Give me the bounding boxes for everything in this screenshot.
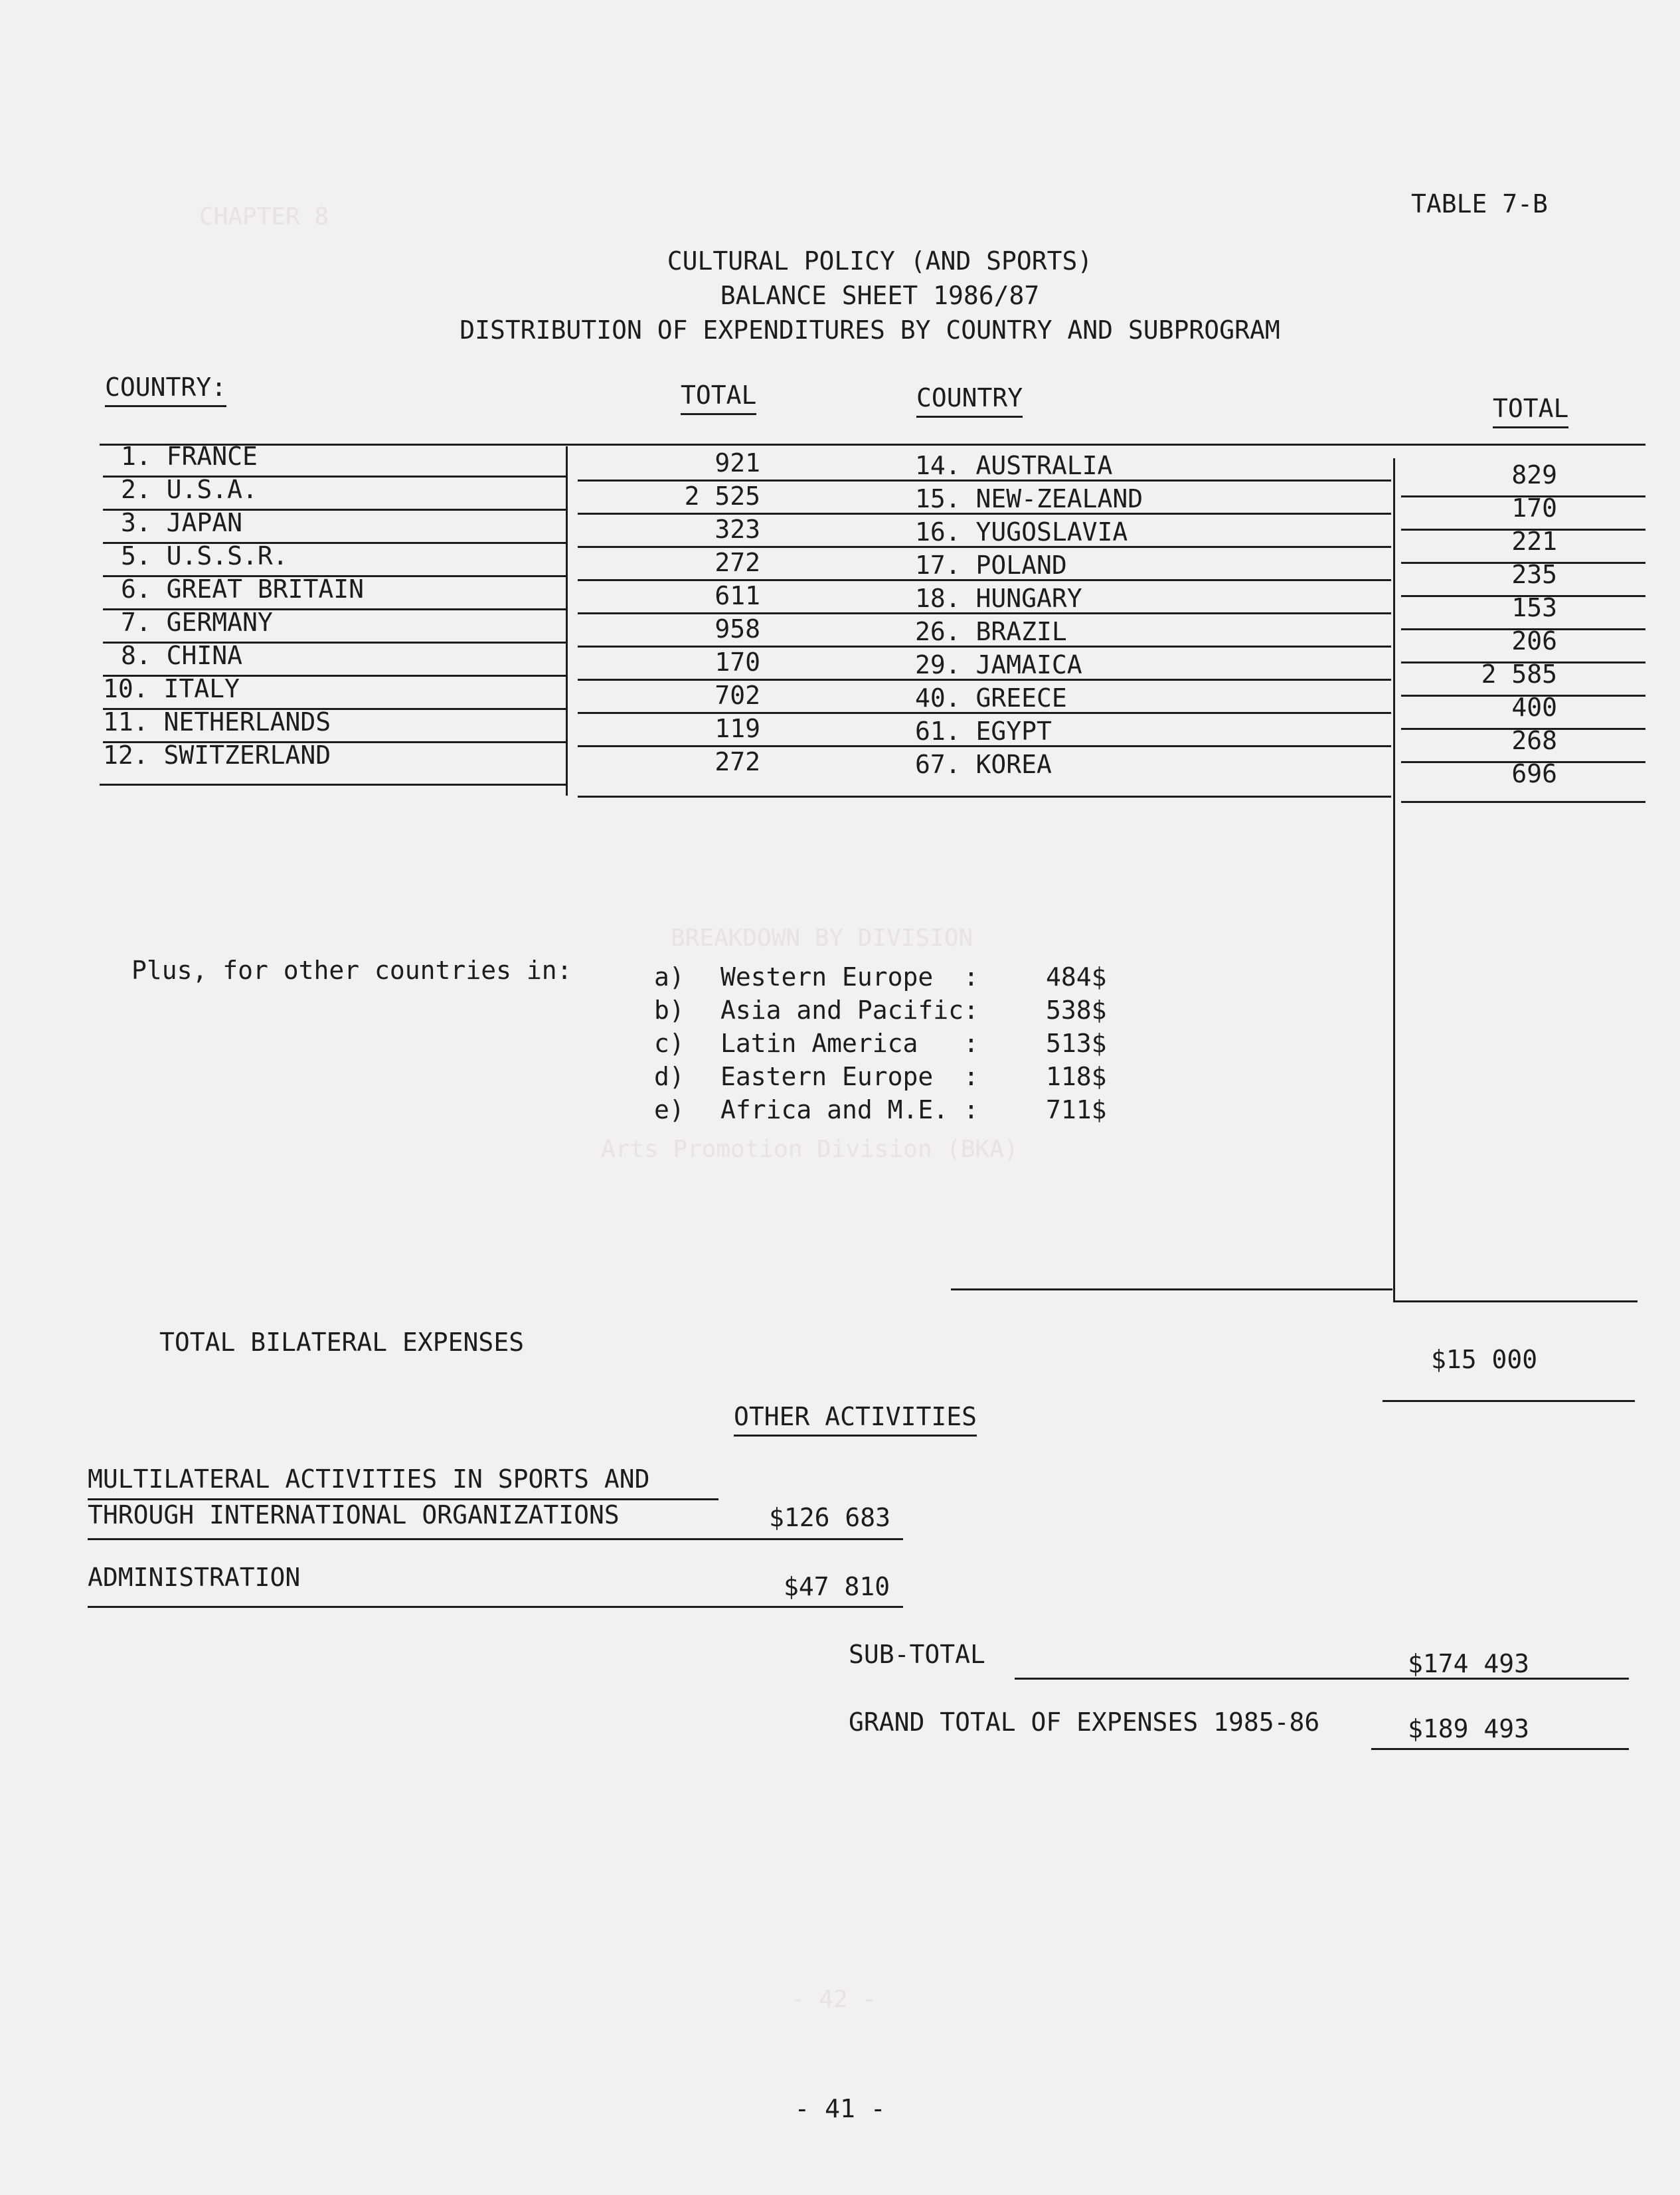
right-row-total: 829 [1511, 460, 1557, 489]
right-row-total: 206 [1511, 626, 1557, 656]
left-row-total: 170 [714, 648, 760, 677]
multilateral-amount: $126 683 [769, 1503, 891, 1532]
left-row-country: 12. SWITZERLAND [103, 741, 331, 770]
left-row-country: 2. U.S.A. [121, 475, 258, 504]
right-row-total: 2 585 [1481, 659, 1557, 689]
left-row-total: 272 [714, 747, 760, 776]
ghost-chapter-text: CHAPTER 8 [199, 203, 329, 230]
other-countries-intro: Plus, for other countries in: [131, 956, 572, 985]
administration-amount: $47 810 [784, 1572, 890, 1601]
grand-total-amount: $189 493 [1408, 1714, 1530, 1743]
bilateral-total-amount: $15 000 [1431, 1345, 1538, 1374]
title-line-3: DISTRIBUTION OF EXPENDITURES BY COUNTRY AND SUBPROGRAM [460, 315, 1280, 345]
other-countries-region: Eastern Europe : [720, 1062, 979, 1091]
left-row-country: 3. JAPAN [121, 508, 243, 537]
left-row-total: 921 [714, 448, 760, 478]
right-row-total: 696 [1511, 759, 1557, 788]
ghost-breakdown-text: BREAKDOWN BY DIVISION [671, 924, 973, 952]
table-label: TABLE 7-B [1411, 189, 1548, 219]
right-row-country: 15. NEW-ZEALAND [915, 484, 1143, 513]
administration-label: ADMINISTRATION [88, 1563, 301, 1592]
subtotal-rule [1015, 1678, 1629, 1680]
left-row-total: 272 [714, 548, 760, 577]
title-line-2: BALANCE SHEET 1986/87 [720, 281, 1040, 310]
table-top-rule [100, 444, 1645, 446]
right-row-total: 400 [1511, 693, 1557, 722]
table-divider-left [566, 446, 568, 796]
right-row-country: 67. KOREA [915, 750, 1052, 779]
column-header-total-left: TOTAL [681, 383, 756, 415]
title-line-1: CULTURAL POLICY (AND SPORTS) [667, 246, 1093, 276]
table-rule-row-10-total [1401, 801, 1645, 803]
grand-total-rule [1371, 1748, 1629, 1750]
bilateral-total-label: TOTAL BILATERAL EXPENSES [159, 1328, 525, 1357]
ghost-arts-text: Arts Promotion Division (BKA) [601, 1136, 1019, 1163]
right-row-country: 26. BRAZIL [915, 617, 1067, 646]
other-countries-amount: 513$ [1046, 1029, 1107, 1058]
other-countries-amount: 538$ [1046, 996, 1107, 1025]
right-row-total: 153 [1511, 593, 1557, 622]
column-header-total-right: TOTAL [1493, 396, 1568, 428]
table-divider-right [1393, 458, 1395, 1302]
left-row-total: 958 [714, 614, 760, 644]
left-row-country: 8. CHINA [121, 641, 243, 670]
multilateral-label-line-1: MULTILATERAL ACTIVITIES IN SPORTS AND [88, 1464, 650, 1494]
bilateral-bottom-rule [1383, 1400, 1635, 1402]
multilateral-label-line-2: THROUGH INTERNATIONAL ORGANIZATIONS [88, 1500, 620, 1530]
other-countries-region: Africa and M.E. : [720, 1095, 979, 1124]
right-row-country: 17. POLAND [915, 551, 1067, 580]
other-countries-amount: 484$ [1046, 962, 1107, 992]
other-countries-letter: e) [654, 1095, 685, 1124]
left-row-total: 119 [714, 714, 760, 743]
right-row-total: 235 [1511, 560, 1557, 589]
multilateral-underline-2 [88, 1538, 903, 1540]
left-row-country: 10. ITALY [103, 674, 240, 703]
left-row-country: 7. GERMANY [121, 608, 273, 637]
left-row-country: 5. U.S.S.R. [121, 541, 288, 571]
right-row-total: 268 [1511, 726, 1557, 755]
other-countries-region: Asia and Pacific: [720, 996, 979, 1025]
right-row-country: 14. AUSTRALIA [915, 451, 1113, 480]
other-countries-letter: b) [654, 996, 685, 1025]
table-rule-row-10 [100, 784, 568, 786]
other-activities-heading: OTHER ACTIVITIES [734, 1404, 977, 1437]
left-row-country: 6. GREAT BRITAIN [121, 574, 365, 604]
other-countries-amount: 118$ [1046, 1062, 1107, 1091]
subtotal-amount: $174 493 [1408, 1649, 1530, 1678]
bilateral-rule-right [1393, 1300, 1638, 1302]
right-row-total: 170 [1511, 493, 1557, 523]
subtotal-label: SUB-TOTAL [849, 1640, 985, 1669]
right-row-country: 40. GREECE [915, 683, 1067, 713]
other-countries-region: Latin America : [720, 1029, 979, 1058]
grand-total-label: GRAND TOTAL OF EXPENSES 1985-86 [849, 1708, 1320, 1737]
other-countries-amount: 711$ [1046, 1095, 1107, 1124]
other-countries-letter: d) [654, 1062, 685, 1091]
column-header-country-left: COUNTRY: [105, 375, 226, 407]
right-row-country: 61. EGYPT [915, 717, 1052, 746]
left-row-total: 611 [714, 581, 760, 610]
right-row-country: 18. HUNGARY [915, 584, 1082, 613]
left-row-total: 323 [714, 515, 760, 544]
column-header-country-right: COUNTRY [916, 385, 1023, 418]
other-countries-region: Western Europe : [720, 962, 979, 992]
left-row-country: 1. FRANCE [121, 442, 258, 471]
right-row-country: 29. JAMAICA [915, 650, 1082, 679]
page-number: - 41 - [794, 2094, 886, 2123]
left-row-total: 2 525 [684, 482, 760, 511]
ghost-page-number: - 42 - [790, 1986, 877, 2013]
right-row-country: 16. YUGOSLAVIA [915, 517, 1128, 547]
bilateral-rule-left [951, 1288, 1392, 1290]
administration-underline [88, 1606, 903, 1608]
left-row-country: 11. NETHERLANDS [103, 707, 331, 737]
table-rule-row-10-right [578, 796, 1391, 798]
right-row-total: 221 [1511, 527, 1557, 556]
left-row-total: 702 [714, 681, 760, 710]
other-countries-letter: c) [654, 1029, 685, 1058]
other-countries-letter: a) [654, 962, 685, 992]
